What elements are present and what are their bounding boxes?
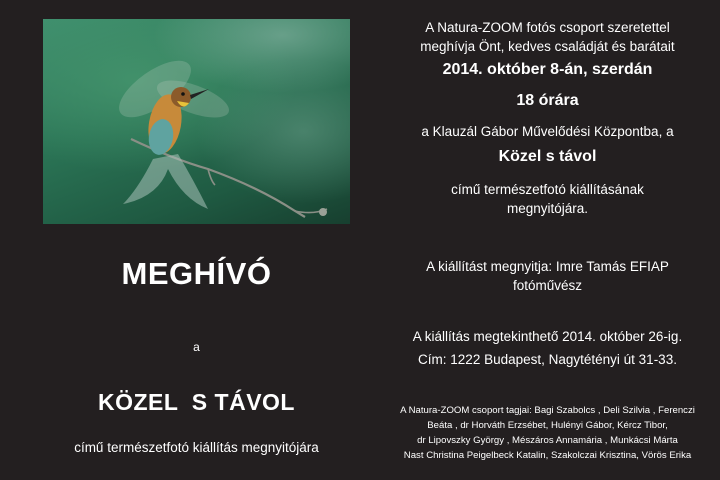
exhibition-opener: A kiállítást megnyitja: Imre Tamás EFIAP fotóművész: [426, 259, 669, 293]
event-date: 2014. október 8-án, szerdán: [442, 61, 653, 78]
exhibition-description: című természetfotó kiállításának megnyitójára.: [451, 182, 644, 216]
event-venue: a Klauzál Gábor Művelődési Központba, a: [421, 124, 674, 139]
connector-word: a: [193, 340, 200, 354]
bee-eater-bird-icon: [43, 19, 350, 224]
invitation-title: MEGHÍVÓ: [121, 256, 272, 291]
group-members: A Natura-ZOOM csoport tagjai: Bagi Szabolcs , Deli Szilvia , Ferenczi Beáta , dr Horváth Erzsébet, Hulényi Gábor, Kércz Tibor, dr Lipovszky György , Mészáros Annamária , Munkácsi Márta Nast Christina Peigelbeck Katalin, Szakolczai Krisztina, Vörös Erika: [400, 405, 695, 461]
exhibition-caption: című természetfotó kiállítás megnyitójára: [74, 440, 319, 455]
viewing-info: A kiállítás megtekinthető 2014. október 26-ig. Cím: 1222 Budapest, Nagytétényi út 31-33.: [412, 329, 683, 367]
exhibition-name: Közel s távol: [498, 148, 597, 165]
invitation-intro: A Natura-ZOOM fotós csoport szeretettel meghívja Önt, kedves családját és barátait: [420, 20, 675, 54]
bird-photo: [43, 19, 350, 224]
event-time: 18 órára: [516, 92, 579, 109]
exhibition-title: KÖZEL S TÁVOL: [98, 389, 295, 415]
